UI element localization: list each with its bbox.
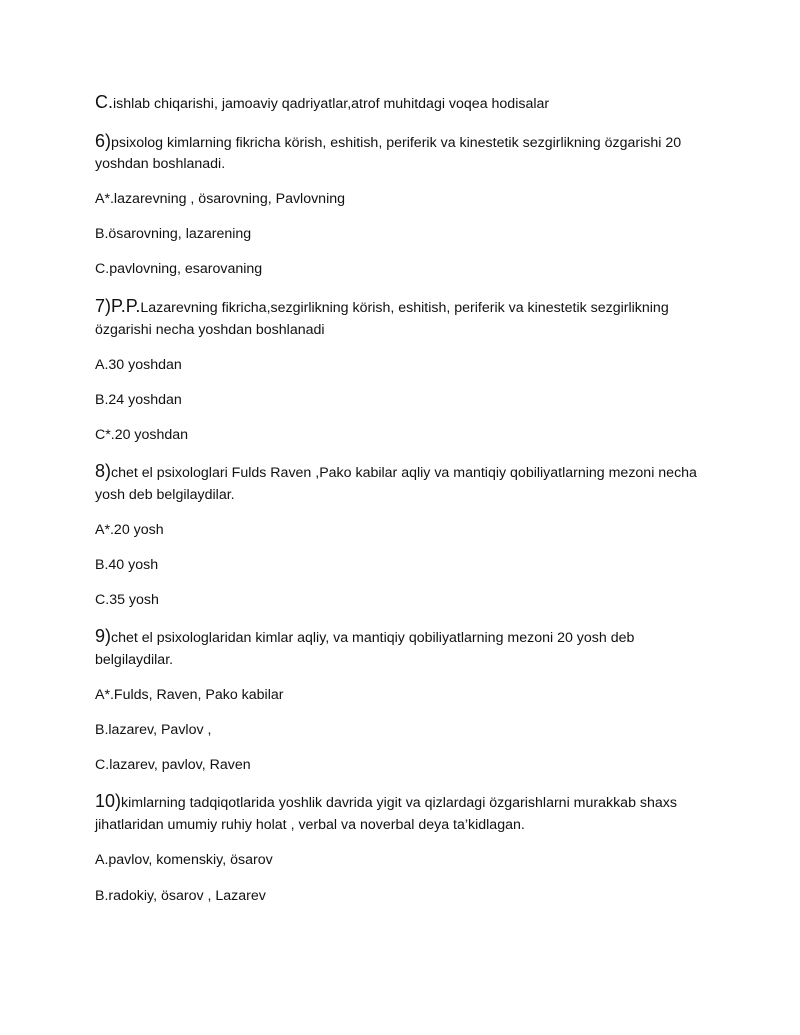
- option-text: B.radokiy, ösarov , Lazarev: [95, 888, 266, 904]
- option-prefix: C.: [95, 92, 113, 112]
- question-text: Lazarevning fikricha,sezgirlikning körish, eshitish, periferik va kinestetik sezgirlikning: [140, 300, 669, 316]
- question-7: [95, 294, 735, 320]
- option-text: A*.20 yosh: [95, 522, 164, 538]
- question-number: 10): [95, 791, 122, 811]
- question-8-continuation: [95, 483, 735, 507]
- option-text: B.40 yosh: [95, 557, 159, 573]
- option-text: A.pavlov, komenskiy, ösarov: [95, 852, 273, 868]
- question-number: 6): [95, 131, 112, 151]
- answer-option-b: [95, 222, 735, 246]
- option-text: C.35 yosh: [95, 592, 159, 608]
- answer-option-a: [95, 848, 735, 872]
- question-text: chet el psixologlaridan kimlar aqliy, va mantiqiy qobiliyatlarning mezoni 20 yosh deb: [111, 630, 635, 646]
- option-text: C.pavlovning, esarovaning: [95, 261, 263, 277]
- question-text: psixolog kimlarning fikricha körish, eshitish, periferik va kinestetik sezgirlikning özgarishi 20: [111, 135, 682, 151]
- answer-option-c: [95, 423, 735, 447]
- answer-option-c: [95, 753, 735, 777]
- question-7-continuation: [95, 318, 735, 342]
- question-text-continued: jihatlaridan umumiy ruhiy holat , verbal va noverbal deya ta’kidlagan.: [95, 817, 525, 833]
- question-text-continued: yosh deb belgilaydilar.: [95, 487, 235, 503]
- answer-option-c: [95, 588, 735, 612]
- answer-option-b: [95, 388, 735, 412]
- answer-option-a: [95, 353, 735, 377]
- option-text: B.24 yoshdan: [95, 392, 182, 408]
- question-number: 9): [95, 626, 112, 646]
- question-text: kimlarning tadqiqotlarida yoshlik davrida yigit va qizlardagi özgarishlarni murakkab shaxs: [121, 795, 677, 811]
- answer-option-c: [95, 90, 735, 116]
- option-text: C*.20 yoshdan: [95, 427, 189, 443]
- question-9: [95, 624, 735, 650]
- option-text: ishlab chiqarishi, jamoaviy qadriyatlar,atrof muhitdagi voqea hodisalar: [113, 96, 550, 112]
- question-text-continued: belgilaydilar.: [95, 652, 174, 668]
- option-text: A*.lazarevning , ösarovning, Pavlovning: [95, 191, 346, 207]
- question-text-continued: yoshdan boshlanadi.: [95, 156, 226, 172]
- question-10: [95, 789, 735, 815]
- answer-option-b: [95, 553, 735, 577]
- answer-option-a: [95, 518, 735, 542]
- question-9-continuation: [95, 648, 735, 672]
- answer-option-c: [95, 257, 735, 281]
- option-text: A.30 yoshdan: [95, 357, 182, 373]
- question-number: 8): [95, 461, 112, 481]
- question-number: 7)P.P.: [95, 296, 141, 316]
- question-10-continuation: [95, 813, 735, 837]
- option-text: A*.Fulds, Raven, Pako kabilar: [95, 687, 284, 703]
- option-text: B.lazarev, Pavlov ,: [95, 722, 212, 738]
- question-6-continuation: [95, 152, 735, 176]
- answer-option-a: [95, 683, 735, 707]
- option-text: C.lazarev, pavlov, Raven: [95, 757, 251, 773]
- answer-option-b: [95, 884, 735, 908]
- question-text-continued: özgarishi necha yoshdan boshlanadi: [95, 322, 325, 338]
- question-8: [95, 459, 735, 485]
- option-text: B.ösarovning, lazarening: [95, 226, 252, 242]
- answer-option-b: [95, 718, 735, 742]
- question-text: chet el psixologlari Fulds Raven ,Pako kabilar aqliy va mantiqiy qobiliyatlarning mezoni necha: [111, 465, 697, 481]
- answer-option-a: [95, 187, 735, 211]
